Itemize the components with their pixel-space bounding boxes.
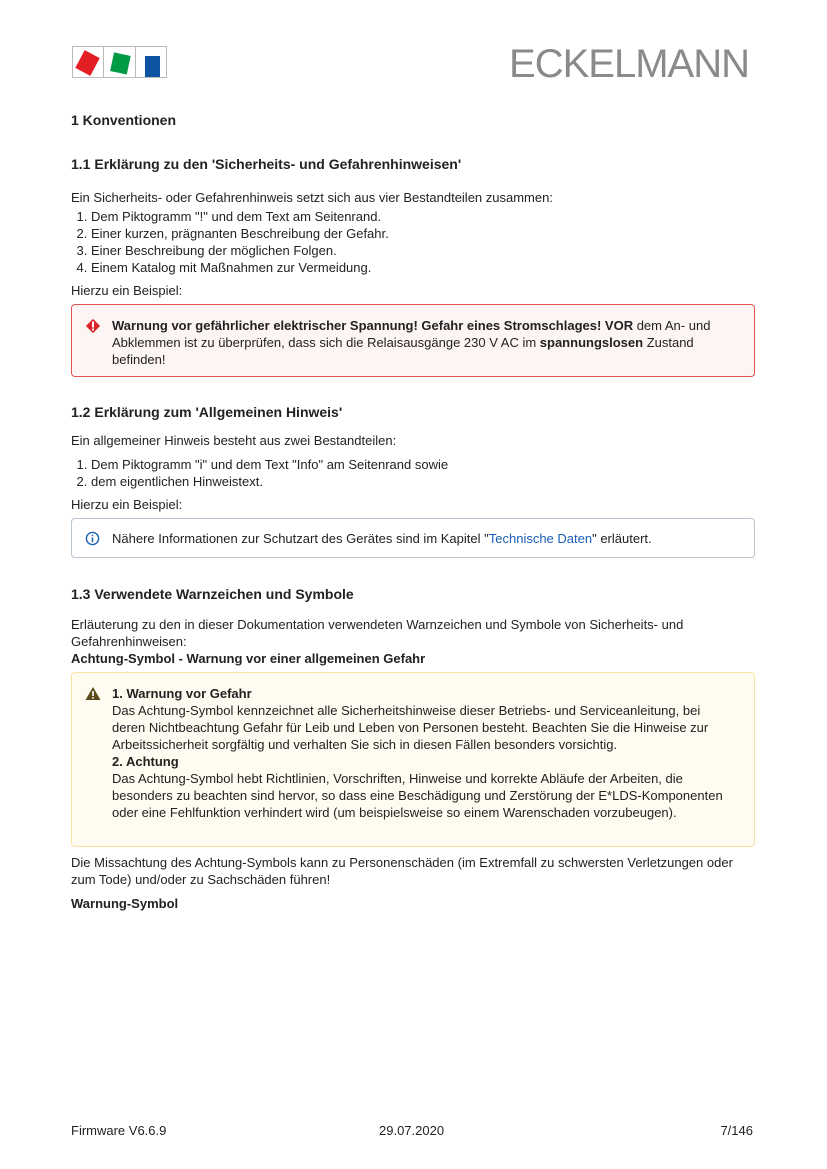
list-item: 3. Einer Beschreibung der möglichen Folgen.	[91, 242, 775, 259]
list-item: 2. dem eigentlichen Hinweistext.	[91, 473, 775, 490]
eckelmann-logo-icon	[72, 46, 167, 78]
list	[71, 456, 775, 490]
caution-text: Das Achtung-Symbol kennzeichnet alle Sicherheitshinweise dieser Betriebs- und Serviceanleitung, bei deren Nichtbeachtung Gefahr für Leib und Leben von Personen besteht. Beachten Sie die Hinweise zur Arbeitssicherheit sorgfältig und verhalten Sie sich in diesen Fällen besonders vorsichtig.	[112, 703, 709, 752]
list-item: 2. Einer kurzen, prägnanten Beschreibung der Gefahr.	[91, 225, 775, 242]
info-text: Nähere Informationen zur Schutzart des Gerätes sind im Kapitel "	[112, 531, 489, 546]
section-title-1-2: 1.2 Erklärung zum 'Allgemeinen Hinweis'	[71, 404, 343, 420]
caution-heading: 1. Warnung vor Gefahr	[112, 686, 252, 701]
paragraph: Erläuterung zu den in dieser Dokumentation verwendeten Warnzeichen und Symbole von Sicherheits- und Gefahrenhinweisen:	[71, 617, 684, 649]
caution-heading: 2. Achtung	[112, 754, 179, 769]
list-item: 1. Dem Piktogramm "!" und dem Text am Seitenrand.	[91, 208, 775, 225]
subheading: Warnung-Symbol	[71, 896, 179, 911]
footer-date: 29.07.2020	[379, 1123, 445, 1138]
list	[71, 208, 775, 276]
chapter-title: 1 Konventionen	[71, 112, 177, 128]
caution-box	[71, 672, 755, 847]
paragraph: Ein Sicherheits- oder Gefahrenhinweis setzt sich aus vier Bestandteilen zusammen:	[71, 190, 553, 205]
info-box	[71, 518, 755, 558]
warning-box	[71, 304, 755, 377]
brand-wordmark: ECKELMANN	[509, 42, 749, 86]
technische-daten-link[interactable]: Technische Daten	[488, 531, 593, 546]
warning-bold: Warnung vor gefährlicher elektrischer Spannung! Gefahr eines Stromschlages! VOR	[112, 318, 634, 333]
warning-text: Zustand befinden!	[112, 335, 694, 367]
warning-bold: spannungslosen	[539, 335, 644, 350]
subheading: Achtung-Symbol - Warnung vor einer allgemeinen Gefahr	[71, 651, 426, 666]
list-item: 1. Dem Piktogramm "i" und dem Text "Info" am Seitenrand sowie	[91, 456, 775, 473]
paragraph: Hierzu ein Beispiel:	[71, 283, 183, 298]
info-icon	[85, 531, 100, 546]
info-text: " erläutert.	[592, 531, 652, 546]
list-item: 4. Einem Katalog mit Maßnahmen zur Vermeidung.	[91, 259, 775, 276]
footer-version: Firmware V6.6.9	[71, 1123, 167, 1138]
section-title-1-3: 1.3 Verwendete Warnzeichen und Symbole	[71, 586, 354, 602]
section-title-1-1: 1.1 Erklärung zu den 'Sicherheits- und Gefahrenhinweisen'	[71, 156, 462, 172]
caution-text: Das Achtung-Symbol hebt Richtlinien, Vorschriften, Hinweise und korrekte Abläufe der Arbeiten, die besonders zu beachten sind hervor, so dass eine Beschädigung und Zerstörung der E*LDS-Komponenten oder eine Fehlfunktion verhindert wird (um beispielsweise so einem Warenschaden vorzubeugen).	[112, 771, 723, 820]
paragraph: Ein allgemeiner Hinweis besteht aus zwei Bestandteilen:	[71, 433, 397, 448]
warning-text: dem An- und Abklemmen ist zu überprüfen, dass sich die Relaisausgänge 230 V AC im	[112, 318, 711, 350]
footer-page-number: 7/146	[720, 1123, 753, 1138]
paragraph: Die Missachtung des Achtung-Symbols kann zu Personenschäden (im Extremfall zu schwersten Verletzungen oder zum Tode) und/oder zu Sachschäden führen!	[71, 855, 733, 887]
warning-triangle-icon	[85, 686, 101, 701]
danger-icon	[85, 318, 101, 334]
paragraph: Hierzu ein Beispiel:	[71, 497, 183, 512]
